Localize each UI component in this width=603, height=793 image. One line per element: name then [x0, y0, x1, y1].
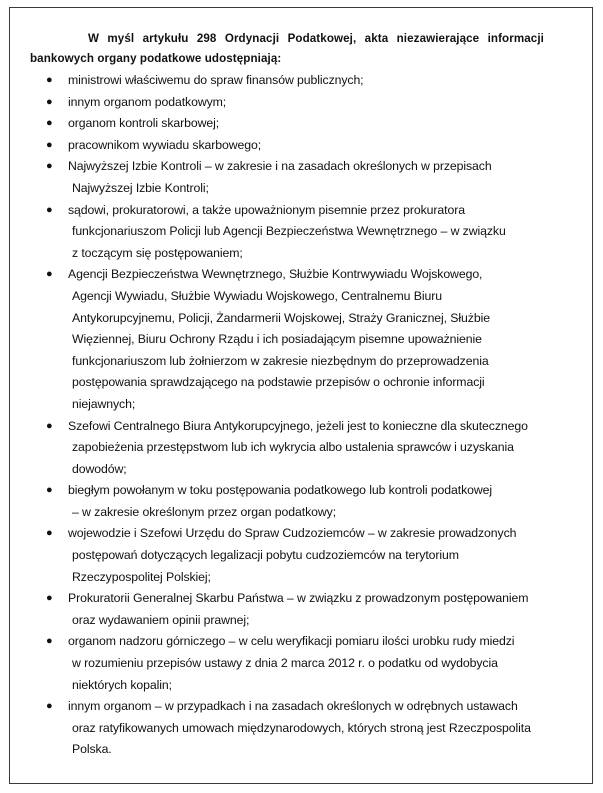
list-item-line: postępowania sprawdzającego na podstawie przepisów o ochronie informacji	[72, 375, 485, 390]
list-item-line: niektórych kopalin;	[72, 677, 172, 692]
list-item-line: Antykorupcyjnemu, Policji, Żandarmerii Wojskowej, Straży Granicznej, Służbie	[72, 310, 490, 325]
list-item-line: sądowi, prokuratorowi, a także upoważnionym pisemnie przez prokuratora	[68, 202, 465, 217]
list-item-line: Agencji Wywiadu, Służbie Wywiadu Wojskowego, Centralnemu Biuru	[72, 288, 442, 303]
list-item-line: funkcjonariuszom lub żołnierzom w zakresie niezbędnym do przeprowadzenia	[72, 353, 489, 368]
list-item-line: postępowań dotyczących legalizacji pobytu cudzoziemców na terytorium	[72, 548, 459, 563]
bullet-icon: ●	[46, 74, 53, 86]
recipients-list	[46, 70, 586, 761]
list-item-line: biegłym powołanym w toku postępowania podatkowego lub kontroli podatkowej	[68, 483, 493, 498]
list-item-line: wojewodzie i Szefowi Urzędu do Spraw Cudzoziemców – w zakresie prowadzonych	[68, 526, 517, 541]
intro-paragraph: W myśl artykułu 298 Ordynacji Podatkowej, akta niezawierające informacji bankowych organy podatkowe udostępniają:	[30, 31, 544, 65]
bullet-icon: ●	[46, 203, 53, 216]
list-item-line: Najwyższej Izbie Kontroli;	[72, 180, 209, 195]
list-item-line: Szefowi Centralnego Biura Antykorupcyjnego, jeżeli jest to konieczne dla skutecznego	[68, 418, 528, 433]
bullet-icon: ●	[46, 484, 53, 497]
list-item-line: dowodów;	[72, 461, 127, 476]
list-item-line: pracownikom wywiadu skarbowego;	[68, 137, 262, 152]
list-item-line: funkcjonariuszom Policji lub Agencji Bezpieczeństwa Wewnętrznego – w związku	[72, 224, 506, 239]
list-item	[46, 480, 586, 523]
list-item-line: niejawnych;	[72, 396, 136, 411]
list-item	[46, 92, 586, 114]
bullet-icon: ●	[46, 117, 53, 130]
list-item-line: Prokuratorii Generalnej Skarbu Państwa – w związku z prowadzonym postępowaniem	[68, 591, 529, 606]
bullet-icon: ●	[46, 268, 53, 281]
list-item-line: Polska.	[72, 742, 112, 757]
list-item-line: innym organom podatkowym;	[68, 94, 227, 109]
list-item-line: organom nadzoru górniczego – w celu weryfikacji pomiaru ilości urobku rudy miedzi	[68, 634, 515, 649]
list-item	[46, 135, 586, 157]
list-item	[46, 264, 586, 415]
list-item	[46, 156, 586, 199]
bullet-icon: ●	[46, 700, 53, 713]
list-item-line: zapobieżenia przestępstwom lub ich wykrycia albo ustalenia sprawców i uzyskania	[72, 440, 514, 455]
bullet-icon: ●	[46, 592, 53, 605]
list-item-line: w rozumieniu przepisów ustawy z dnia 2 marca 2012 r. o podatku od wydobycia	[72, 656, 498, 671]
bullet-icon: ●	[46, 95, 53, 108]
list-item-line: ministrowi właściwemu do spraw finansów publicznych;	[68, 73, 364, 87]
bullet-icon: ●	[46, 138, 53, 151]
list-item	[46, 631, 586, 696]
list-item	[46, 416, 586, 481]
bullet-icon: ●	[46, 160, 53, 173]
list-item	[46, 696, 586, 761]
bullet-icon: ●	[46, 419, 53, 432]
list-item-line: Rzeczypospolitej Polskiej;	[72, 569, 211, 584]
list-item-line: Więziennej, Biuru Ochrony Rządu i ich posiadającym pisemne upoważnienie	[72, 332, 482, 347]
list-item	[46, 70, 586, 92]
list-item	[46, 588, 586, 631]
list-item-line: organom kontroli skarbowej;	[68, 116, 220, 131]
list-item-line: Agencji Bezpieczeństwa Wewnętrznego, Służbie Kontrwywiadu Wojskowego,	[68, 267, 483, 282]
list-item-line: Najwyższej Izbie Kontroli – w zakresie i na zasadach określonych w przepisach	[68, 159, 492, 174]
list-item	[46, 113, 586, 135]
list-item-line: – w zakresie określonym przez organ podatkowy;	[72, 504, 337, 519]
list-item-line: oraz ratyfikowanych umowach międzynarodowych, których stroną jest Rzeczpospolita	[72, 720, 531, 735]
list-item	[46, 200, 586, 265]
list-item-line: z toczącym się postępowaniem;	[72, 245, 243, 260]
list-item-line: innym organom – w przypadkach i na zasadach określonych w odrębnych ustawach	[68, 699, 518, 714]
list-item-line: oraz wydawaniem opinii prawnej;	[72, 612, 250, 627]
bullet-icon: ●	[46, 635, 53, 648]
bullet-icon: ●	[46, 527, 53, 540]
list-item	[46, 523, 586, 588]
